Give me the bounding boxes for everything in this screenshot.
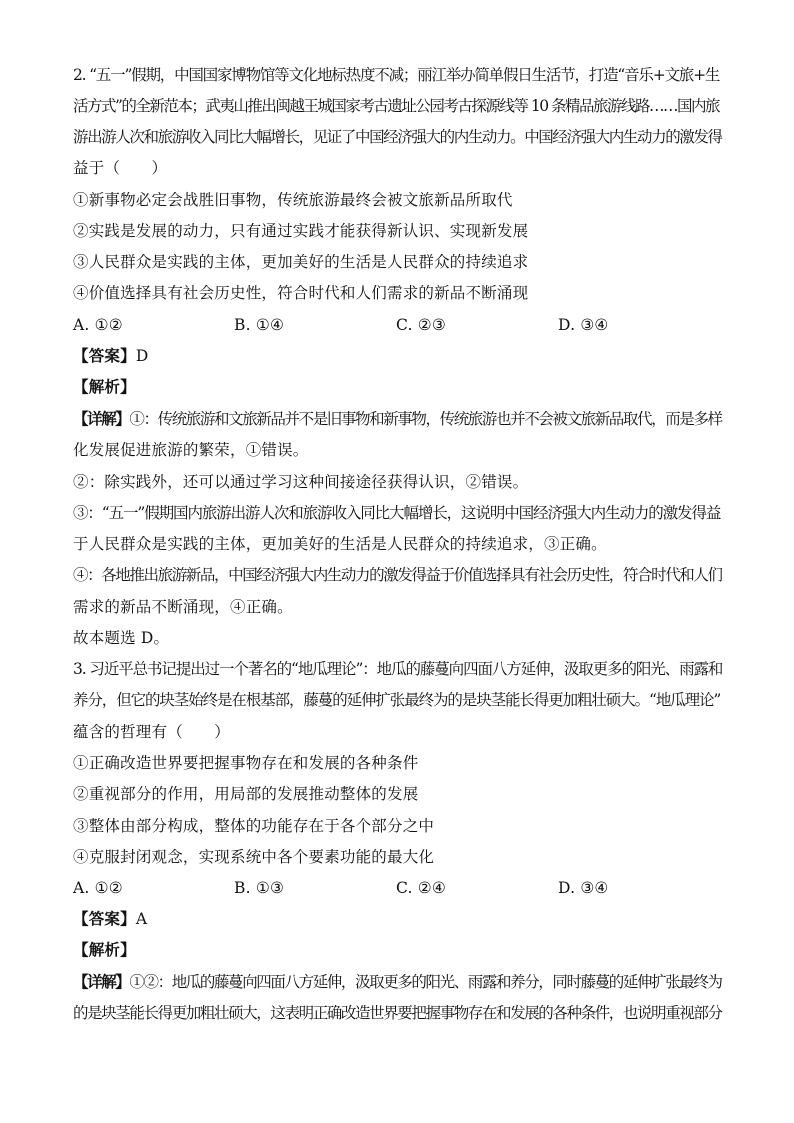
answer-tag: 【答案】 xyxy=(73,909,136,928)
q3-statement: ②重视部分的作用，用局部的发展推动整体的发展 xyxy=(73,785,419,803)
q2-stem-line: 益于（ ） xyxy=(73,159,168,177)
q3-option-c: C. ②④ xyxy=(396,879,446,897)
q2-stem-line: 游出游人次和旅游收入同比大幅增长，见证了中国经济强大的内生动力。中国经济强大内生动力的激发得 xyxy=(73,128,722,146)
q2-detail-line: 化发展促进旅游的繁荣，①错误。 xyxy=(73,441,309,459)
q2-detail-line: ②：除实践外，还可以通过学习这种间接途径获得认识，②错误。 xyxy=(73,473,529,491)
q3-detail-line: 的是块茎能长得更加粗壮硕大，这表明正确改造世界要把握事物存在和发展的各种条件，也说明重视部分 xyxy=(73,1004,722,1022)
detail-tag: 【详解】 xyxy=(73,972,130,991)
q3-option-b: B. ①③ xyxy=(234,879,285,897)
answer-value: D xyxy=(135,347,149,365)
answer-tag: 【答案】 xyxy=(73,346,136,365)
q2-statement: ①新事物必定会战胜旧事物，传统旅游最终会被文旅新品所取代 xyxy=(73,191,513,209)
q2-stem-line: 2. “五一”假期，中国国家博物馆等文化地标热度不减；丽江举办简单假日生活节，打造“音乐+文旅+生 xyxy=(73,66,720,84)
q3-statement: ④克服封闭观念，实现系统中各个要素功能的最大化 xyxy=(73,848,435,866)
detail-text: ①：传统旅游和文旅新品并不是旧事物和新事物，传统旅游也并不会被文旅新品取代，而是多样 xyxy=(129,410,722,428)
q3-stem-line: 3. 习近平总书记提出过一个著名的“地瓜理论”：地瓜的藤蔓向四面八方延伸，汲取更多的阳光、雨露和 xyxy=(73,660,723,678)
q2-answer xyxy=(73,346,148,366)
q2-conclusion: 故本题选 D。 xyxy=(73,629,170,647)
q3-analysis-heading xyxy=(73,940,136,960)
q2-option-b: B. ①④ xyxy=(234,316,285,334)
analysis-tag: 【解析】 xyxy=(73,377,136,396)
q3-stem-line: 蕴含的哲理有（ ） xyxy=(73,723,231,741)
q3-answer xyxy=(73,909,147,929)
q3-detail-line xyxy=(73,972,722,992)
q2-option-d: D. ③④ xyxy=(558,316,609,334)
q2-detail-line: 需求的新品不断涌现，④正确。 xyxy=(73,598,293,616)
detail-tag: 【详解】 xyxy=(73,409,130,428)
analysis-tag: 【解析】 xyxy=(73,940,136,959)
q3-option-d: D. ③④ xyxy=(558,879,609,897)
detail-text: ①②：地瓜的藤蔓向四面八方延伸，汲取更多的阳光、雨露和养分，同时藤蔓的延伸扩张最终为 xyxy=(129,973,722,991)
q3-statement: ①正确改造世界要把握事物存在和发展的各种条件 xyxy=(73,754,419,772)
q2-detail-line: ④：各地推出旅游新品，中国经济强大内生动力的激发得益于价值选择具有社会历史性，符合时代和人们 xyxy=(73,566,722,584)
q2-detail-line xyxy=(73,409,722,429)
q3-stem-line: 养分，但它的块茎始终是在根基部，藤蔓的延伸扩张最终为的是块茎能长得更加粗壮硕大。“地瓜理论” xyxy=(73,691,721,709)
q2-statement: ④价值选择具有社会历史性，符合时代和人们需求的新品不断涌现 xyxy=(73,284,529,302)
q2-stem-line: 活方式”的全新范本；武夷山推出闽越王城国家考古遗址公园考古探源线等 10 条精品旅游线路……国内旅 xyxy=(73,97,720,115)
q2-detail-line: ③：“五一”假期国内旅游出游人次和旅游收入同比大幅增长，这说明中国经济强大内生动力的激发得益 xyxy=(73,504,721,522)
q3-statement: ③整体由部分构成，整体的功能存在于各个部分之中 xyxy=(73,817,435,835)
q2-option-c: C. ②③ xyxy=(396,316,446,334)
q2-statement: ②实践是发展的动力，只有通过实践才能获得新认识、实现新发展 xyxy=(73,222,529,240)
q2-option-a: A. ①② xyxy=(73,316,123,334)
q2-analysis-heading xyxy=(73,377,136,397)
q3-option-a: A. ①② xyxy=(73,879,123,897)
q2-detail-line: 于人民群众是实践的主体，更加美好的生活是人民群众的持续追求，③正确。 xyxy=(73,535,607,553)
q2-statement: ③人民群众是实践的主体，更加美好的生活是人民群众的持续追求 xyxy=(73,253,529,271)
answer-value: A xyxy=(135,910,148,928)
